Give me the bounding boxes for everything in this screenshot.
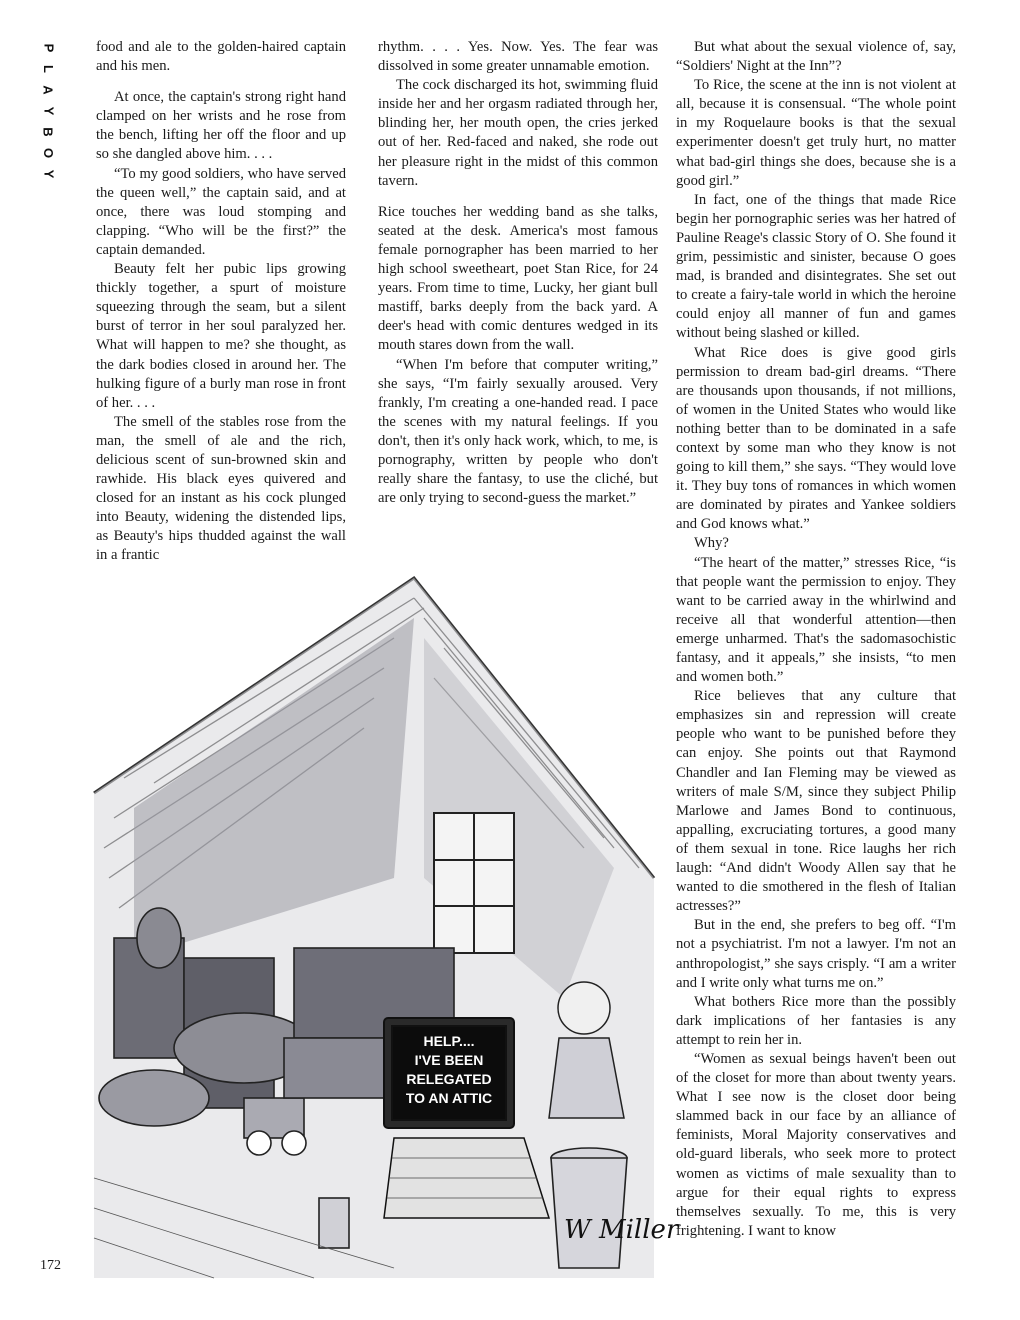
paragraph: What Rice does is give good girls permission to dream bad-girl dreams. “There are thousands upon thousands, if not millions, of women in the United States who would like nothing better than to be dominated in a safe context by some man who they know is not going to kill them,” she says. “They would love it. They buy tons of romances in which women are dominated by pirates and Yankee soldiers and God knows what.” [676, 344, 956, 533]
paragraph: Why? [694, 535, 729, 552]
paragraph: Beauty felt her pubic lips growing thickly together, a spurt of moisture squeezing through the seam, but a silent burst of terror in her soul paralyzed her. What will happen to me? she thought, as the dark bodies closed in around her. The hulking figure of a burly man rose in front of her. . . . [96, 261, 346, 411]
text-column-2 [378, 38, 658, 508]
paragraph: But in the end, she prefers to beg off. “I'm not a psychiatrist. I'm not a lawyer. I'm not an anthropologist,” she says crisply. “I am a writer and I write only what turns me on.” [676, 917, 956, 991]
masthead-letter: A [40, 85, 56, 95]
paragraph: “The heart of the matter,” stresses Rice, “is that people want the permission to enjoy. They want to be carried away in the whirlwind and receive all that wonderful attention—then emerge unharmed. That's the sadomasochistic fantasy, and it appeals,” she insists, “to men and women both.” [676, 554, 956, 686]
masthead-letter: Y [40, 169, 56, 179]
paragraph: To Rice, the scene at the inn is not violent at all, because it is consensual. “The whole point in my Roquelaure books is that the sexual experimenter doesn't get truly hurt, no matter what bad-girl things she does, because she is a good girl.” [676, 77, 956, 189]
page-number: 172 [40, 1258, 61, 1273]
paragraph: In fact, one of the things that made Rice begin her pornographic series was her hatred of Pauline Reage's classic Story of O. She found it grim, pessimistic and sinister, because O goes mad, is branded and disintegrates. She set out to create a fairy-tale world in which the heroine could enjoy all manner of fun and games without being slashed or killed. [676, 191, 956, 342]
masthead-letter: Y [40, 106, 56, 116]
paragraph: Rice believes that any culture that emphasizes sin and repression will create people who want to be punished before they can enjoy. She points out that Raymond Chandler and Ian Fleming may be viewed as writers of male S/M, since they subject Philip Marlowe and James Bond to continuous, appalling, excruciating tortures, a good many of them sexual in tone. Rice laughs her rich laugh: “And didn't Woody Allen say that he wanted to die smothered in the flesh of Italian actresses?” [676, 688, 956, 915]
attic-window [434, 813, 514, 953]
screen-line: RELEGATED [406, 1071, 492, 1087]
paragraph: At once, the captain's strong right hand clamped on her wrists and he rose from the bench, lifting her off the floor and up so she dangled above him. . . . [96, 89, 346, 163]
artist-signature: W Miller [564, 1215, 679, 1245]
paint-bucket [551, 1148, 627, 1268]
masthead-letter: O [41, 147, 56, 159]
playboy-masthead [38, 40, 58, 182]
paragraph: “Women as sexual beings haven't been out of the closet for more than about twenty years. What I see now is the closet door being slammed back in our face by an alliance of feminists, Moral Majority conservatives and old-guard liberals, who seek more to protect women as victims of male sexuality than to argue for their equal rights to express themselves sexually. To me, this is very frightening. I want to know [676, 1050, 956, 1239]
paragraph: The smell of the stables rose from the man, the smell of ale and the rich, delicious scent of sun-browned skin and rawhide. His black eyes quivered and closed for an instant as his cock plunged into Beauty, widening the distended lips, as Beauty's hips thudded against the wall in a frantic [96, 413, 346, 564]
paragraph: Rice touches her wedding band as she talks, seated at the desk. America's most famous female pornographer has been married to her high school sweetheart, poet Stan Rice, for 24 years. From time to time, Lucky, her giant bull mastiff, barks deeply from the back yard. A deer's head with comic dentures wedged in its mouth stares down from the wall. [378, 203, 658, 354]
attic-computer-cartoon [94, 578, 679, 1278]
screen-line: TO AN ATTIC [405, 1090, 493, 1106]
masthead-letter: P [40, 43, 56, 53]
screen-line: HELP.... [423, 1033, 475, 1049]
paragraph: food and ale to the golden-haired captain and his men. [96, 39, 346, 75]
screen-line: I'VE BEEN [414, 1052, 484, 1068]
computer-keyboard [384, 1138, 549, 1218]
text-column-1 [96, 38, 346, 566]
masthead-letter: L [40, 65, 56, 73]
masthead-letter: B [40, 127, 56, 137]
paragraph: rhythm. . . . Yes. Now. Yes. The fear was dissolved in some greater unnamable emotion. [378, 39, 658, 75]
paragraph: “To my good soldiers, who have served the queen well,” the captain said, and at once, there was loud stomping and clapping. “Who will be the first?” the captain demanded. [96, 165, 346, 258]
paragraph: What bothers Rice more than the possibly dark implications of her fantasies is any attempt to rein her in. [676, 993, 956, 1048]
paragraph: But what about the sexual violence of, say, “Soldiers' Night at the Inn”? [676, 39, 956, 75]
paragraph: “When I'm before that computer writing,” she says, “I'm fairly sexually aroused. Very frankly, I'm creating a one-handed read. I pace the scenes with my natural feelings. If you don't, then it's only hack work, which, to me, is pornography, written by people who don't really share the fantasy, to use the cliché, but are only trying to second-guess the market.” [378, 356, 658, 507]
paragraph: The cock discharged its hot, swimming fluid inside her and her orgasm radiated through her, blinding her, her mouth open, the cries jerked out of her. Red-faced and naked, she rode out her pleasure right in the midst of this common tavern. [378, 77, 658, 189]
text-column-3 [676, 38, 956, 1241]
